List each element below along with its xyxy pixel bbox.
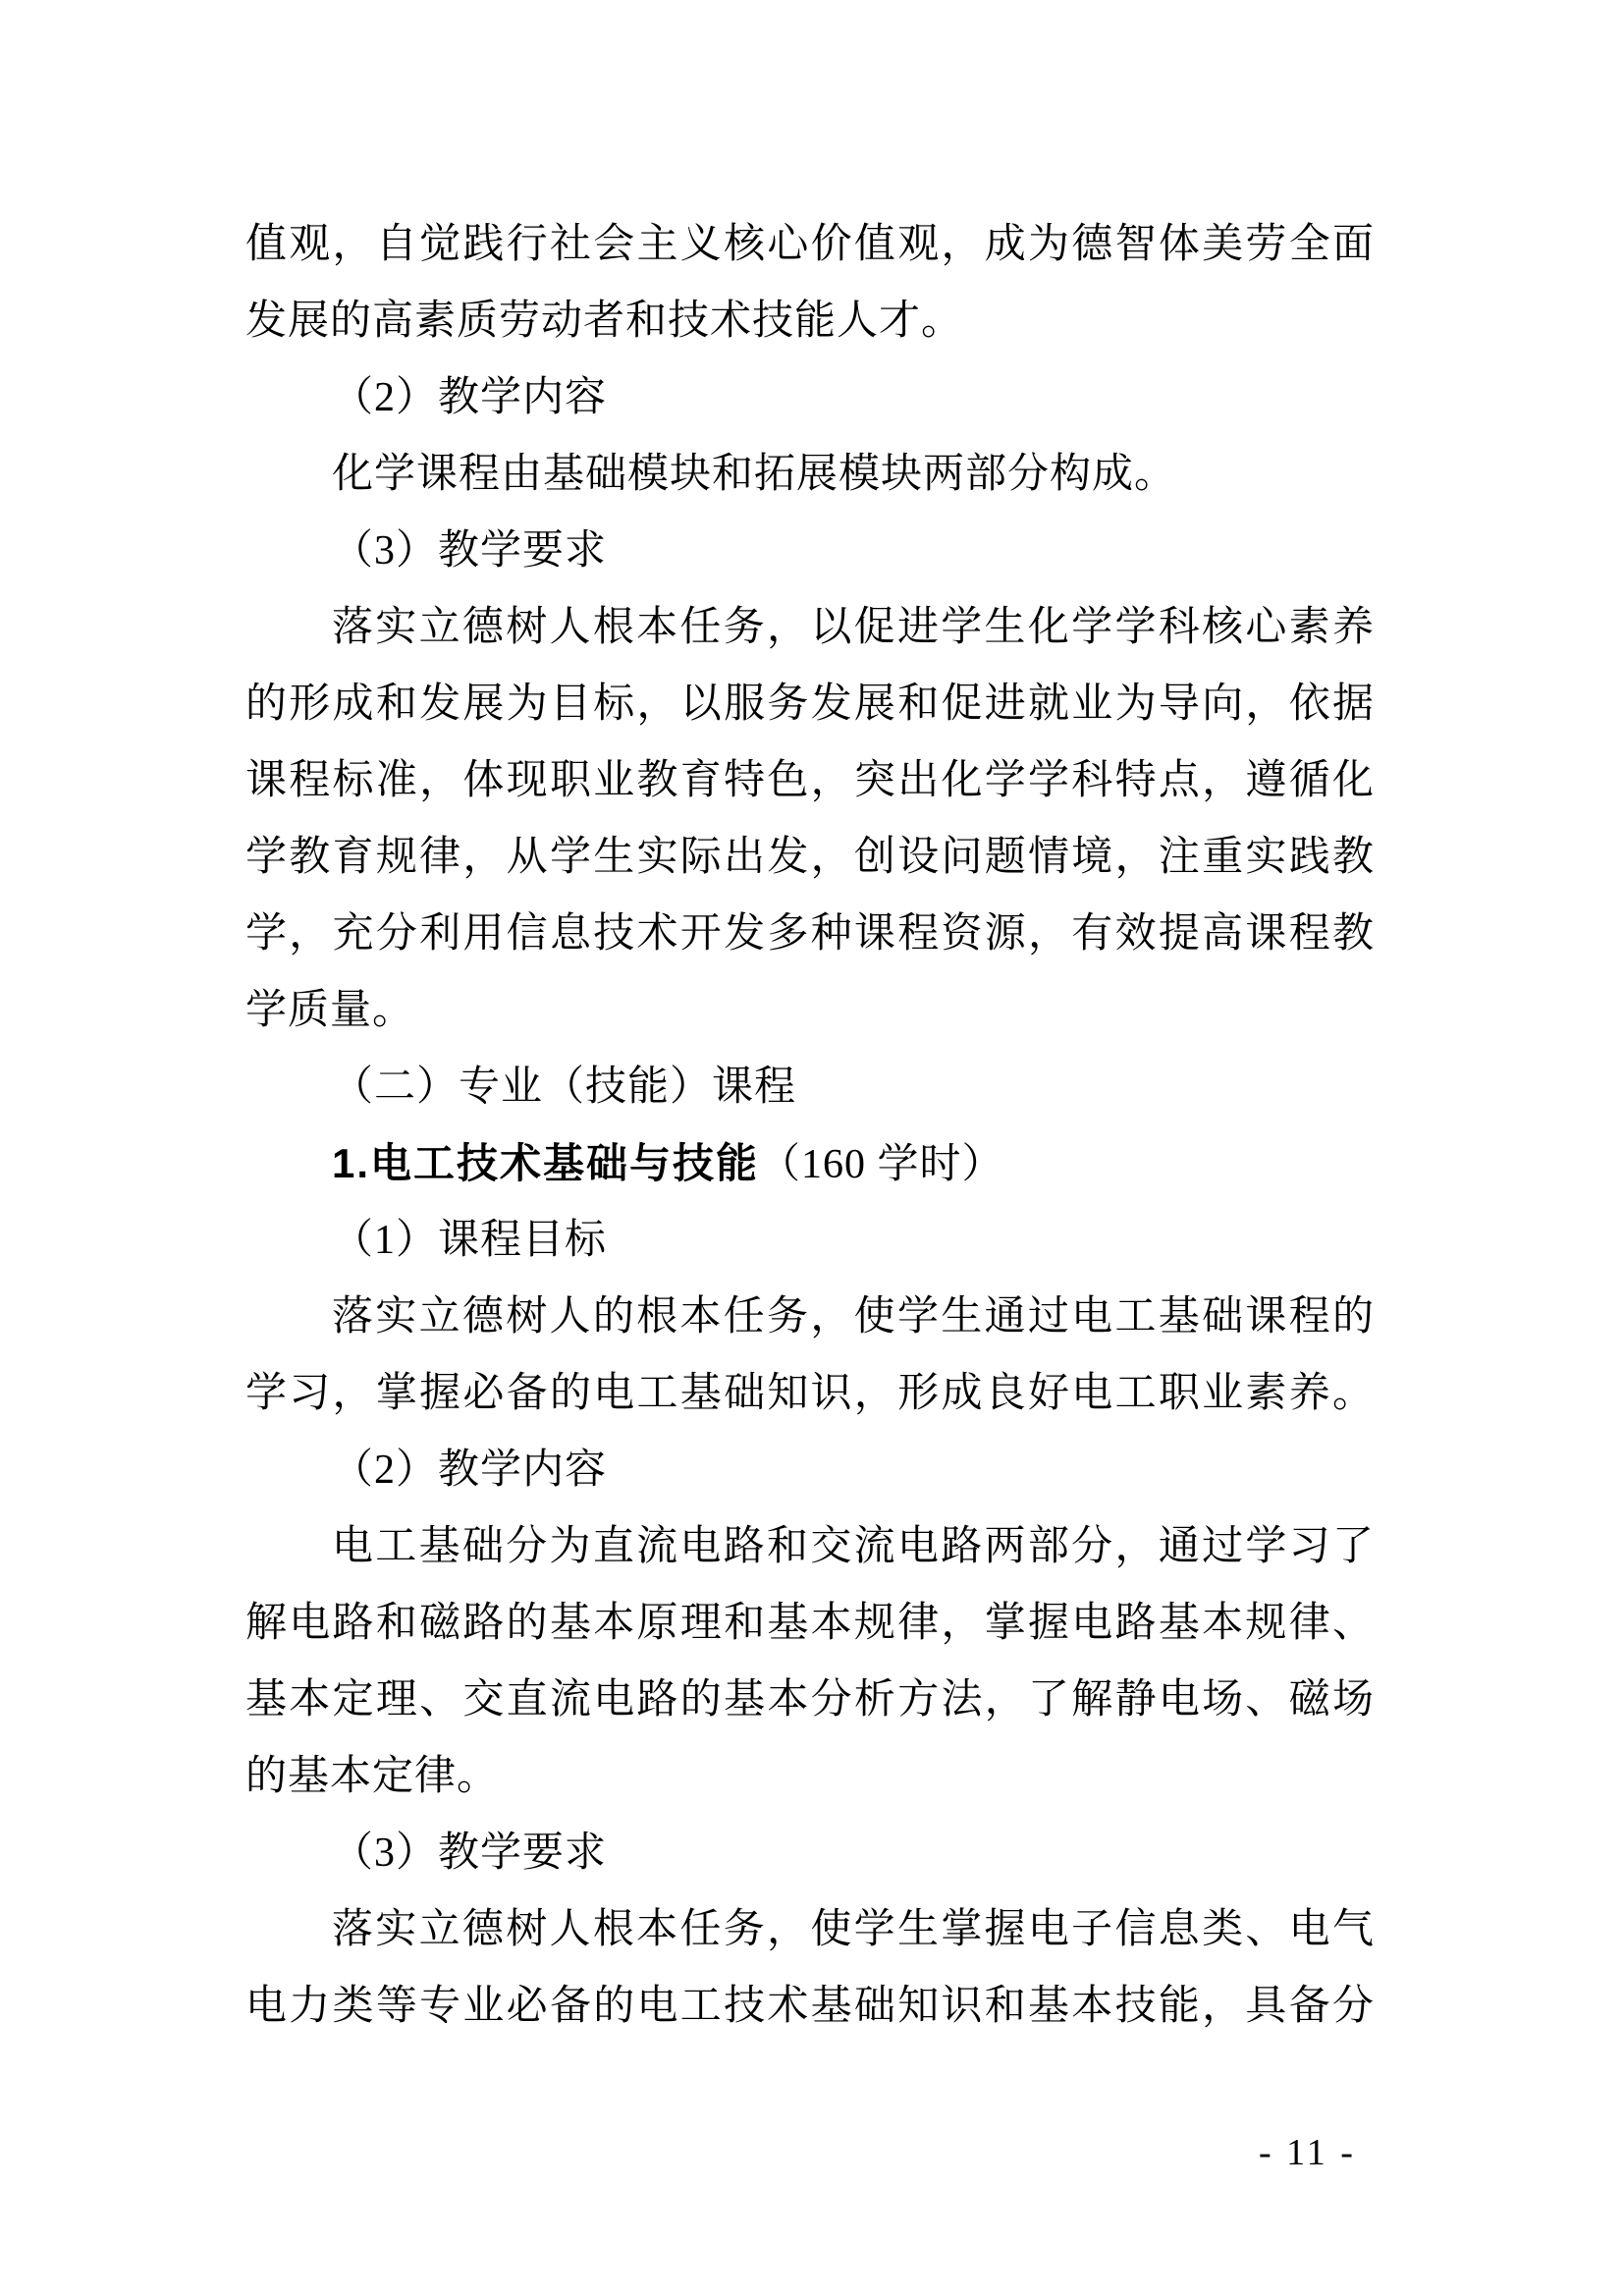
text-line: 发展的高素质劳动者和技术技能人才。 [245, 299, 964, 344]
course-heading-title: 1.电工技术基础与技能 [332, 1140, 760, 1186]
course-heading-line [245, 1125, 1375, 1202]
section-heading-professional-skill-courses: （二）专业（技能）课程 [332, 1065, 797, 1110]
section-label-course-objectives: （1）课程目标 [332, 1218, 608, 1263]
text-line: 解电路和磁路的基本原理和基本规律，掌握电路基本规律、 [245, 1601, 1375, 1646]
section-label-teaching-requirements: （3）教学要求 [332, 1831, 608, 1876]
document-body [245, 206, 1375, 2045]
text-line: 电工基础分为直流电路和交流电路两部分，通过学习了 [332, 1524, 1375, 1569]
text-line: 学质量。 [245, 988, 415, 1033]
page-number: - 11 - [1259, 2132, 1356, 2173]
text-line: 学，充分利用信息技术开发多种课程资源，有效提高课程教 [245, 911, 1375, 957]
text-line: 课程标准，体现职业教育特色，突出化学学科特点，遵循化 [245, 758, 1375, 803]
text-line: 学习，掌握必备的电工基础知识，形成良好电工职业素养。 [245, 1371, 1375, 1416]
text-line: 化学课程由基础模块和拓展模块两部分构成。 [332, 452, 1177, 497]
section-label-teaching-content: （2）教学内容 [332, 1448, 608, 1493]
section-label-teaching-requirements: （3）教学要求 [332, 528, 608, 574]
text-line: 的基本定律。 [245, 1754, 500, 1799]
text-line: 值观，自觉践行社会主义核心价值观，成为德智体美劳全面 [245, 222, 1375, 267]
text-line: 落实立德树人根本任务，以促进学生化学学科核心素养 [332, 605, 1375, 650]
text-line: 学教育规律，从学生实际出发，创设问题情境，注重实践教 [245, 835, 1375, 880]
text-line: 的形成和发展为目标，以服务发展和促进就业为导向，依据 [245, 682, 1375, 727]
course-heading-hours: （160 学时） [759, 1142, 1004, 1187]
text-line: 落实立德树人的根本任务，使学生通过电工基础课程的 [332, 1294, 1375, 1339]
section-label-teaching-content: （2）教学内容 [332, 375, 608, 420]
text-line: 基本定理、交直流电路的基本分析方法，了解静电场、磁场 [245, 1677, 1375, 1722]
text-line: 电力类等专业必备的电工技术基础知识和基本技能，具备分 [245, 1984, 1375, 2029]
text-line: 落实立德树人根本任务，使学生掌握电子信息类、电气 [332, 1907, 1375, 1952]
